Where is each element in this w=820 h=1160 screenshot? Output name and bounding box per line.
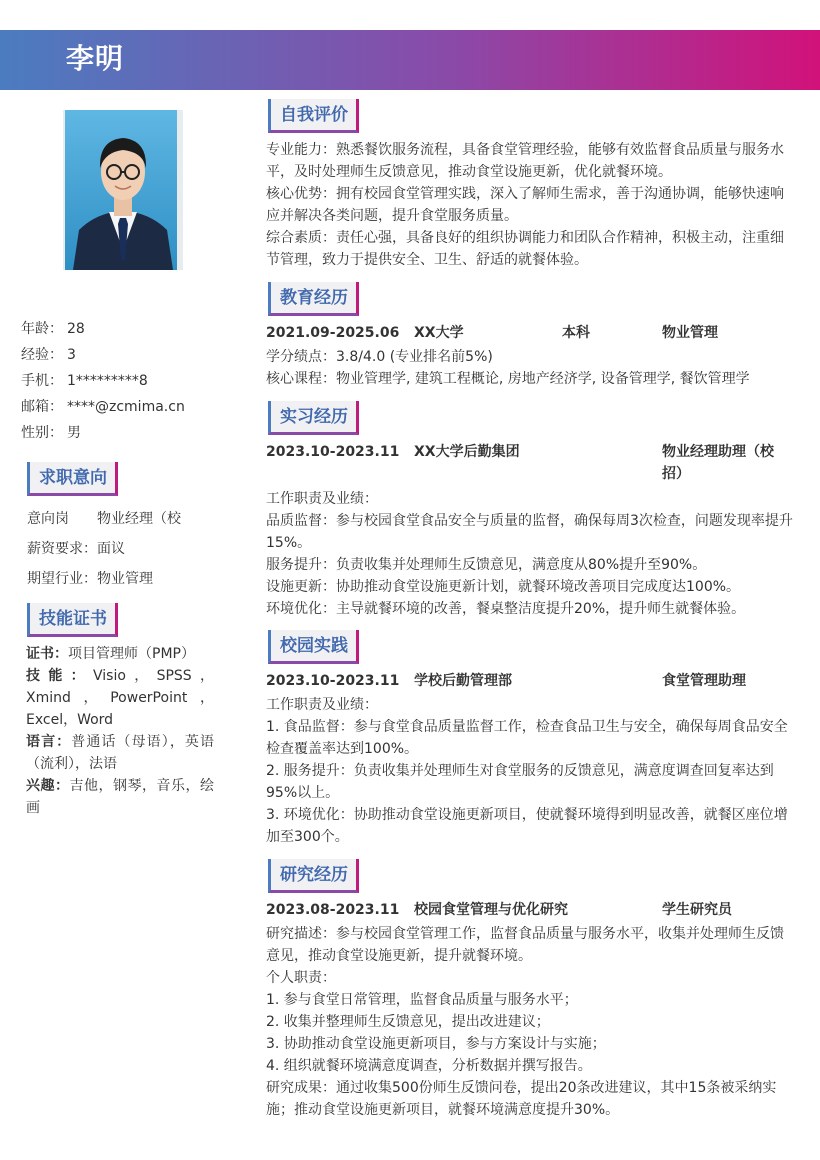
job-intent-value: 物业管理: [97, 571, 153, 587]
info-gender: [21, 424, 221, 450]
education-period: 2021.09-2025.06: [266, 325, 400, 341]
campus-section: [266, 670, 796, 848]
research-heading: 研究经历: [268, 859, 359, 893]
info-label: 手机：: [21, 373, 63, 389]
skills-value: 项目管理师（PMP）: [68, 646, 195, 662]
education-section: [266, 322, 796, 390]
job-intent-section: [27, 504, 217, 594]
info-phone: [21, 372, 221, 398]
job-intent-heading: 求职意向: [27, 462, 118, 496]
research-period: 2023.08-2023.11: [266, 902, 400, 918]
info-experience: [21, 346, 221, 372]
skills-value: 吉他，钢琴，音乐，绘画: [26, 778, 214, 816]
skills-value: 普通话（母语），英语（流利），法语: [26, 734, 214, 772]
info-label: 年龄：: [21, 321, 63, 337]
education-degree: 本科: [562, 325, 590, 341]
self-eval-paragraph: 综合素质：责任心强，具备良好的组织协调能力和团队合作精神，积极主动，注重细节管理，致力于提供安全、卫生、舒适的就餐体验。: [266, 230, 784, 268]
internship-entry: [266, 441, 796, 485]
campus-line: 工作职责及业绩：: [266, 697, 378, 713]
info-email: [21, 398, 221, 424]
campus-line: 1. 食品监督：参与食堂食品质量监督工作，检查食品卫生与安全，确保每周食品安全检查覆盖率达到100%。: [266, 719, 788, 757]
header-banner: [0, 30, 820, 90]
internship-line: 服务提升：负责收集并处理师生反馈意见，满意度从80%提升至90%。: [266, 557, 707, 573]
campus-heading: 校园实践: [268, 630, 359, 664]
skills-value: Visio，SPSS，Xmind，PowerPoint，Excel，Word: [26, 668, 215, 728]
job-intent-label: 期望行业：: [27, 571, 97, 587]
skills-heading: 技能证书: [27, 603, 118, 637]
internship-line: 品质监督：参与校园食堂食品安全与质量的监督，确保每周3次检查，问题发现率提升15%。: [266, 513, 793, 551]
info-value: 28: [67, 321, 85, 337]
campus-line: 3. 环境优化：协助推动食堂设施更新项目，使就餐环境得到明显改善，就餐区座位增加至300个。: [266, 807, 788, 845]
internship-line: 工作职责及业绩：: [266, 491, 378, 507]
internship-role: 物业经理助理（校招）: [662, 444, 774, 482]
internship-line: 设施更新：协助推动食堂设施更新计划，就餐环境改善项目完成度达100%。: [266, 579, 741, 595]
research-project: 校园食堂管理与优化研究: [414, 902, 568, 918]
research-section: [266, 899, 796, 1121]
info-value: 3: [67, 347, 76, 363]
info-age: [21, 320, 221, 346]
campus-role: 食堂管理助理: [662, 673, 746, 689]
research-line: 4. 组织就餐环境满意度调查，分析数据并撰写报告。: [266, 1058, 592, 1074]
info-value: 1*********8: [67, 373, 148, 389]
info-value: ****@zcmima.cn: [67, 399, 185, 415]
job-intent-row: [27, 504, 217, 534]
skills-label: 技能：: [26, 668, 93, 684]
self-eval-paragraph: 核心优势：拥有校园食堂管理实践，深入了解师生需求，善于沟通协调，能够快速响应并解决各类问题，提升食堂服务质量。: [266, 186, 784, 224]
skills-item: [26, 665, 214, 731]
internship-heading: 实习经历: [268, 401, 359, 435]
info-label: 经验：: [21, 347, 63, 363]
education-major: 物业管理: [662, 325, 718, 341]
internship-org: XX大学后勤集团: [414, 444, 520, 460]
education-entry: [266, 322, 796, 344]
job-intent-label: 意向岗: [27, 511, 69, 527]
info-label: 性别：: [21, 425, 63, 441]
internship-period: 2023.10-2023.11: [266, 444, 400, 460]
research-line: 1. 参与食堂日常管理，监督食品质量与服务水平；: [266, 992, 578, 1008]
campus-period: 2023.10-2023.11: [266, 673, 400, 689]
education-school: XX大学: [414, 325, 464, 341]
research-line: 研究成果：通过收集500份师生反馈问卷，提出20条改进建议，其中15条被采纳实施；推动食堂设施更新项目，就餐环境满意度提升30%。: [266, 1080, 777, 1118]
avatar-photo: [63, 110, 183, 270]
skills-section: [26, 643, 214, 819]
research-role: 学生研究员: [662, 902, 732, 918]
skills-label: 兴趣：: [26, 778, 70, 794]
campus-line: 2. 服务提升：负责收集并处理师生对食堂服务的反馈意见，满意度调查回复率达到95%以上。: [266, 763, 774, 801]
research-line: 2. 收集并整理师生反馈意见，提出改进建议；: [266, 1014, 550, 1030]
internship-section: [266, 441, 796, 620]
research-line: 3. 协助推动食堂设施更新项目，参与方案设计与实施；: [266, 1036, 606, 1052]
self-eval-section: [266, 139, 796, 271]
skills-item: [26, 775, 214, 819]
self-eval-paragraph: 专业能力：熟悉餐饮服务流程，具备食堂管理经验，能够有效监督食品质量与服务水平，及时处理师生反馈意见，推动食堂设施更新，优化就餐环境。: [266, 142, 784, 180]
skills-item: [26, 643, 214, 665]
basic-info: [21, 320, 221, 450]
education-line: 核心课程：物业管理学, 建筑工程概论, 房地产经济学, 设备管理学, 餐饮管理学: [266, 371, 750, 387]
job-intent-row: [27, 564, 217, 594]
candidate-name: 李明: [66, 42, 125, 75]
education-heading: 教育经历: [268, 282, 359, 316]
campus-org: 学校后勤管理部: [414, 673, 512, 689]
internship-line: 环境优化：主导就餐环境的改善，餐桌整洁度提升20%，提升师生就餐体验。: [266, 601, 746, 617]
education-line: 学分绩点：3.8/4.0 (专业排名前5%): [266, 349, 493, 365]
skills-label: 证书：: [26, 646, 68, 662]
info-label: 邮箱：: [21, 399, 63, 415]
research-entry: [266, 899, 796, 921]
skills-item: [26, 731, 214, 775]
info-value: 男: [67, 425, 81, 441]
research-line: 研究描述：参与校园食堂管理工作，监督食品质量与服务水平，收集并处理师生反馈意见，推动食堂设施更新，提升就餐环境。: [266, 926, 784, 964]
job-intent-label: 薪资要求：: [27, 541, 97, 557]
job-intent-row: [27, 534, 217, 564]
skills-label: 语言：: [26, 734, 72, 750]
job-intent-value: 面议: [97, 541, 125, 557]
job-intent-value: 物业经理（校: [97, 511, 181, 527]
self-eval-heading: 自我评价: [268, 99, 359, 133]
campus-entry: [266, 670, 796, 692]
research-line: 个人职责：: [266, 970, 336, 986]
